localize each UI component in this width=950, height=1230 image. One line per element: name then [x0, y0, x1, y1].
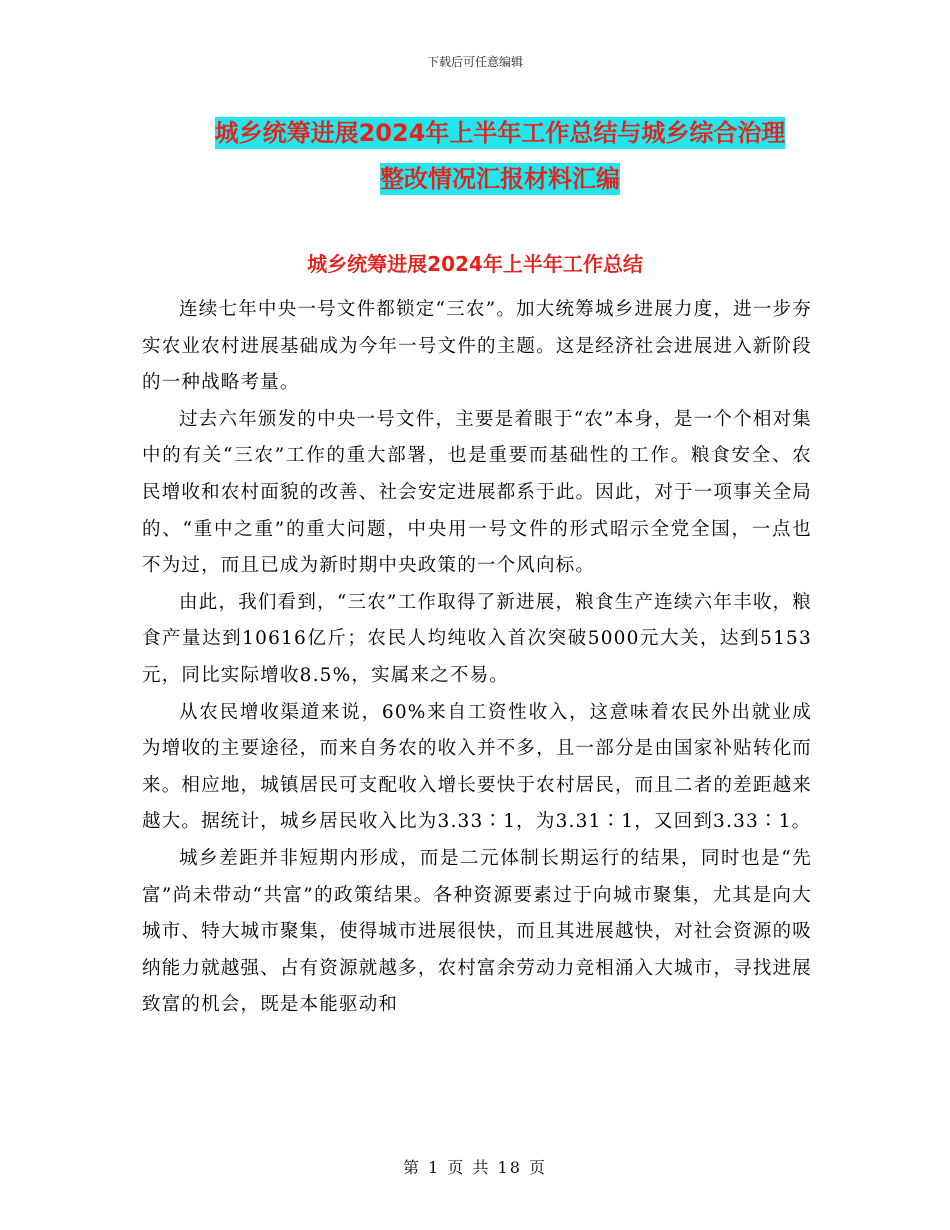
page-header-note: 下载后可任意编辑 — [426, 55, 523, 69]
paragraph: 城乡差距并非短期内形成，而是二元体制长期运行的结果，同时也是“先富”尚未带动“共富”的政策结果。各种资源要素过于向城市聚集，尤其是向大城市、特大城市聚集，使得城市进展很快，而且其进展越快，对社会资源的吸纳能力就越强、占有资源就越多，农村富余劳动力竞相涌入大城市，寻找进展致富的机会，既是本能驱动和 — [142, 847, 812, 1016]
paragraph: 过去六年颁发的中央一号文件，主要是着眼于“农”本身，是一个个相对集中的有关“三农”工作的重大部署，也是重要而基础性的工作。粮食安全、农民增收和农村面貌的改善、社会安定进展都系于此。因此，对于一项事关全局的、“重中之重”的重大问题，中央用一号文件的形式昭示全党全国，一点也不为过，而且已成为新时期中央政策的一个风向标。 — [142, 408, 812, 577]
document-body — [142, 292, 812, 1024]
section-heading: 城乡统筹进展2024年上半年工作总结 — [307, 252, 643, 276]
paragraph: 由此，我们看到，“三农”工作取得了新进展，粮食生产连续六年丰收，粮食产量达到10616亿斤；农民人均纯收入首次突破5000元大关，达到5153元，同比实际增收8.5%，实属来之不易。 — [142, 591, 812, 686]
document-title — [140, 110, 860, 202]
document-title-line-1: 城乡统筹进展2024年上半年工作总结与城乡综合治理 — [214, 119, 786, 147]
paragraph: 连续七年中央一号文件都锁定“三农”。加大统筹城乡进展力度，进一步夯实农业农村进展基础成为今年一号文件的主题。这是经济社会进展进入新阶段的一种战略考量。 — [142, 299, 812, 394]
document-title-line-2: 整改情况汇报材料汇编 — [380, 165, 620, 193]
page-number: 第 1 页 共 18 页 — [403, 1158, 547, 1177]
paragraph: 从农民增收渠道来说，60%来自工资性收入，这意味着农民外出就业成为增收的主要途径，而来自务农的收入并不多，且一部分是由国家补贴转化而来。相应地，城镇居民可支配收入增长要快于农村居民，而且二者的差距越来越大。据统计，城乡居民收入比为3.33∶1，为3.31∶1，又回到3.33∶1。 — [142, 701, 812, 833]
